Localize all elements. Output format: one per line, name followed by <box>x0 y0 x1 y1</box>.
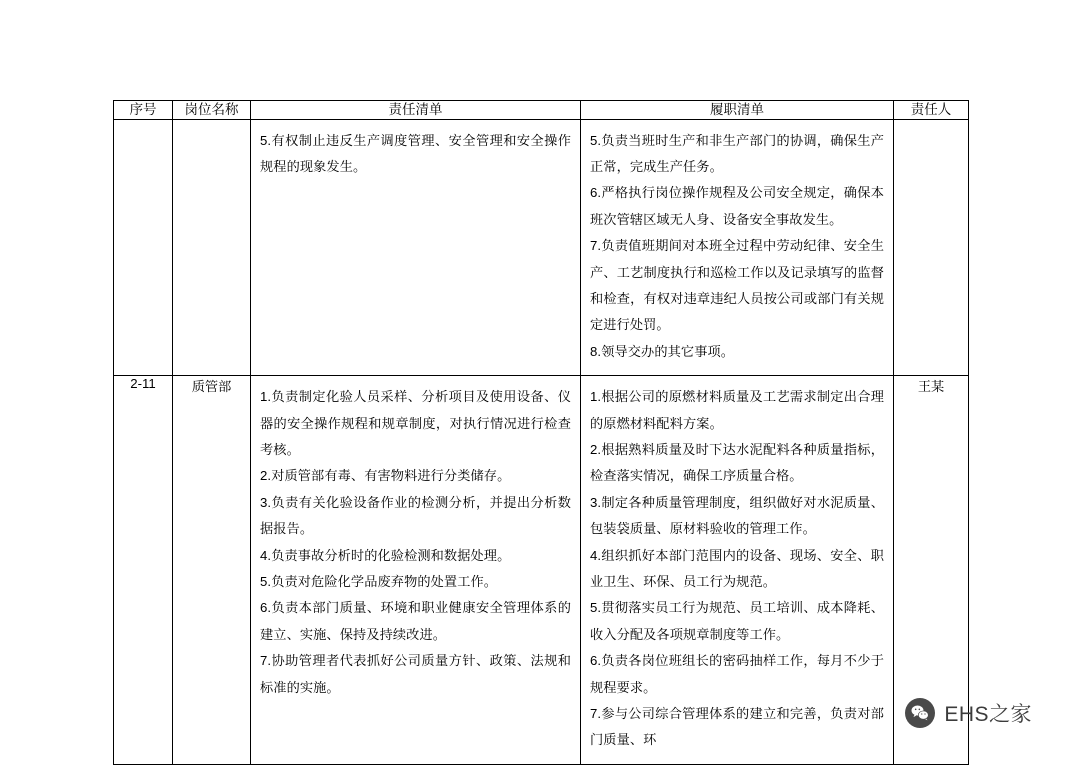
cell-seq: 2-11 <box>114 376 173 765</box>
cell-duties <box>581 119 894 376</box>
duty-item: 5.贯彻落实员工行为规范、员工培训、成本降耗、收入分配及各项规章制度等工作。 <box>590 600 884 642</box>
cell-owner: 王某 <box>894 376 969 765</box>
duty-item: 2.根据熟料质量及时下达水泥配料各种质量指标，检查落实情况，确保工序质量合格。 <box>590 442 884 484</box>
watermark-label: EHS之家 <box>944 703 1032 726</box>
column-header-owner: 责任人 <box>894 101 969 120</box>
table-header-row <box>114 101 969 120</box>
column-header-seq: 序号 <box>114 101 173 120</box>
responsibility-item: 7.协助管理者代表抓好公司质量方针、政策、法规和标准的实施。 <box>260 653 571 695</box>
duty-item: 6.负责各岗位班组长的密码抽样工作，每月不少于规程要求。 <box>590 653 884 695</box>
watermark <box>905 698 1032 728</box>
duty-item: 4.组织抓好本部门范围内的设备、现场、安全、职业卫生、环保、员工行为规范。 <box>590 547 884 590</box>
cell-owner <box>894 119 969 376</box>
cell-post <box>173 119 251 376</box>
duty-item: 7.负责值班期间对本班全过程中劳动纪律、安全生产、工艺制度执行和巡检工作以及记录填写的监督和检查，有权对违章违纪人员按公司或部门有关规定进行处罚。 <box>590 238 884 333</box>
duty-item: 3.制定各种质量管理制度，组织做好对水泥质量、包装袋质量、原材料验收的管理工作。 <box>590 494 884 537</box>
column-header-responsibilities: 责任清单 <box>251 101 581 120</box>
duty-item: 6.严格执行岗位操作规程及公司安全规定，确保本班次管辖区域无人身、设备安全事故发生。 <box>590 185 884 227</box>
table-row <box>114 119 969 376</box>
cell-responsibilities <box>251 376 581 765</box>
cell-duties <box>581 376 894 765</box>
column-header-post: 岗位名称 <box>173 101 251 120</box>
cell-responsibilities <box>251 119 581 376</box>
responsibility-item: 4.负责事故分析时的化验检测和数据处理。 <box>260 547 511 563</box>
duty-item: 5.负责当班时生产和非生产部门的协调，确保生产正常，完成生产任务。 <box>590 132 884 174</box>
responsibility-item: 6.负责本部门质量、环境和职业健康安全管理体系的建立、实施、保持及持续改进。 <box>260 600 571 642</box>
responsibility-item: 3.负责有关化验设备作业的检测分析，并提出分析数据报告。 <box>260 494 571 537</box>
responsibility-item: 2.对质管部有毒、有害物料进行分类储存。 <box>260 468 511 484</box>
responsibility-item: 5.负责对危险化学品废弃物的处置工作。 <box>260 574 498 590</box>
column-header-duties: 履职清单 <box>581 101 894 120</box>
responsibility-table <box>113 100 969 765</box>
duty-item: 7.参与公司综合管理体系的建立和完善，负责对部门质量、环 <box>590 706 884 748</box>
cell-post: 质管部 <box>173 376 251 765</box>
duty-item: 8.领导交办的其它事项。 <box>590 343 735 359</box>
cell-seq <box>114 119 173 376</box>
table-row <box>114 376 969 765</box>
duty-item: 1.根据公司的原燃材料质量及工艺需求制定出合理的原燃材料配料方案。 <box>590 389 884 431</box>
wechat-icon <box>905 698 935 728</box>
responsibility-item: 5.有权制止违反生产调度管理、安全管理和安全操作规程的现象发生。 <box>260 132 571 174</box>
responsibility-item: 1.负责制定化验人员采样、分析项目及使用设备、仪器的安全操作规程和规章制度，对执行情况进行检查考核。 <box>260 389 571 458</box>
